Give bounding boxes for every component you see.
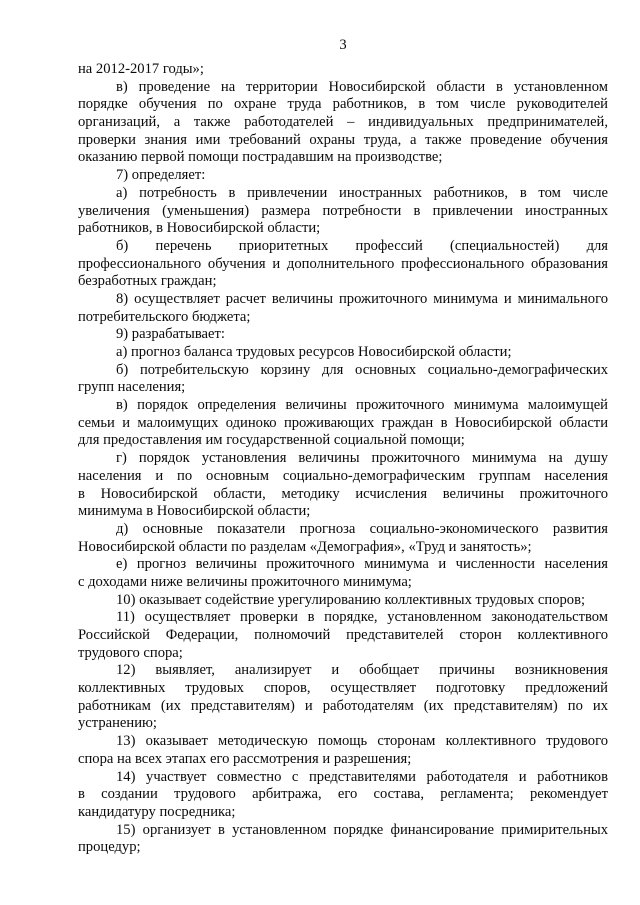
text-line: в Новосибирской области, методику исчисления величины прожиточного bbox=[78, 485, 608, 502]
text-line: 10) оказывает содействие урегулированию коллективных трудовых споров; bbox=[116, 591, 586, 608]
text-line: 9) разрабатывает: bbox=[116, 326, 225, 343]
continued-text-line: на 2012-2017 годы»; bbox=[78, 61, 204, 77]
text-line: потребительского бюджета; bbox=[78, 308, 251, 325]
text-line: профессионального обучения и дополнительного профессионального образования bbox=[78, 255, 608, 272]
paragraph bbox=[78, 185, 608, 238]
paragraph bbox=[78, 521, 608, 556]
text-line: 13) оказывает методическую помощь сторонам коллективного трудового bbox=[116, 733, 608, 750]
text-line: работников, в Новосибирской области; bbox=[78, 220, 321, 237]
text-line: коллективных трудовых споров, осуществляет подготовку предложений bbox=[78, 680, 608, 697]
text-line: а) потребность в привлечении иностранных работников, в том числе bbox=[116, 184, 608, 201]
paragraph bbox=[78, 769, 608, 822]
paragraph bbox=[78, 609, 608, 662]
text-line: работникам (их представителям) и работодателям (их представителям) по их bbox=[78, 697, 608, 714]
text-line: организаций, а также работодателей – индивидуальных предпринимателей, bbox=[78, 114, 608, 131]
text-line: 8) осуществляет расчет величины прожиточного минимума и минимального bbox=[116, 290, 608, 307]
text-line: а) прогноз баланса трудовых ресурсов Новосибирской области; bbox=[116, 344, 512, 360]
paragraph bbox=[78, 397, 608, 450]
text-line: минимума в Новосибирской области; bbox=[78, 503, 311, 520]
paragraph bbox=[78, 662, 608, 733]
text-line: для предоставления им государственной социальной помощи; bbox=[78, 432, 465, 449]
paragraph bbox=[78, 79, 608, 167]
text-line: д) основные показатели прогноза социально-экономического развития bbox=[116, 520, 608, 537]
text-line: Российской Федерации, полномочий представителей сторон коллективного bbox=[78, 627, 608, 643]
text-line: в создании трудового арбитража, его состава, регламента; рекомендует bbox=[78, 786, 608, 803]
text-line: трудового спора; bbox=[78, 644, 183, 661]
text-line: 14) участвует совместно с представителями работодателя и работников bbox=[116, 768, 608, 785]
paragraph bbox=[78, 326, 608, 344]
text-line: б) потребительскую корзину для основных социально-демографических bbox=[116, 361, 608, 378]
text-line: проверки знания ими требований охраны труда, а также проведение обучения bbox=[78, 131, 608, 148]
text-line: процедур; bbox=[78, 839, 141, 856]
text-line: с доходами ниже величины прожиточного минимума; bbox=[78, 573, 412, 590]
text-line: в) проведение на территории Новосибирской области в установленном bbox=[116, 78, 608, 95]
text-line: населения и по основным социально-демографическим группам населения bbox=[78, 467, 608, 484]
text-line: порядке обучения по охране труда работников, в том числе руководителей bbox=[78, 96, 608, 113]
text-line: безработных граждан; bbox=[78, 273, 217, 290]
paragraph bbox=[78, 238, 608, 291]
text-line: 15) организует в установленном порядке финансирование примирительных bbox=[116, 821, 608, 838]
document-body bbox=[78, 61, 608, 857]
paragraph bbox=[78, 556, 608, 591]
text-line: оказанию первой помощи пострадавшим на производстве; bbox=[78, 149, 443, 166]
text-line: 11) осуществляет проверки в порядке, установленном законодательством bbox=[116, 609, 608, 626]
text-line: Новосибирской области по разделам «Демография», «Труд и занятость»; bbox=[78, 538, 532, 555]
paragraph bbox=[78, 592, 608, 610]
text-line: групп населения; bbox=[78, 379, 186, 396]
text-line: 7) определяет: bbox=[116, 167, 206, 184]
text-line: устранению; bbox=[78, 715, 157, 732]
paragraph bbox=[78, 822, 608, 857]
text-line: б) перечень приоритетных профессий (специальностей) для bbox=[116, 237, 608, 254]
text-line: семьи и малоимущих одиноко проживающих граждан в Новосибирской области bbox=[78, 414, 608, 431]
page-number: 3 bbox=[339, 37, 347, 53]
paragraph bbox=[78, 344, 608, 362]
text-line: 12) выявляет, анализирует и обобщает причины возникновения bbox=[116, 662, 608, 679]
paragraph bbox=[78, 362, 608, 397]
paragraph bbox=[78, 291, 608, 326]
paragraph bbox=[78, 167, 608, 185]
text-line: е) прогноз величины прожиточного минимума и численности населения bbox=[116, 556, 608, 573]
text-line: в) порядок определения величины прожиточного минимума малоимущей bbox=[116, 397, 608, 414]
text-line: г) порядок установления величины прожиточного минимума на душу bbox=[116, 450, 608, 467]
text-line: увеличения (уменьшения) размера потребности в привлечении иностранных bbox=[78, 202, 608, 219]
paragraph bbox=[78, 450, 608, 521]
text-line: спора на всех этапах его рассмотрения и разрешения; bbox=[78, 750, 412, 767]
paragraph bbox=[78, 733, 608, 768]
text-line: кандидатуру посредника; bbox=[78, 803, 236, 820]
